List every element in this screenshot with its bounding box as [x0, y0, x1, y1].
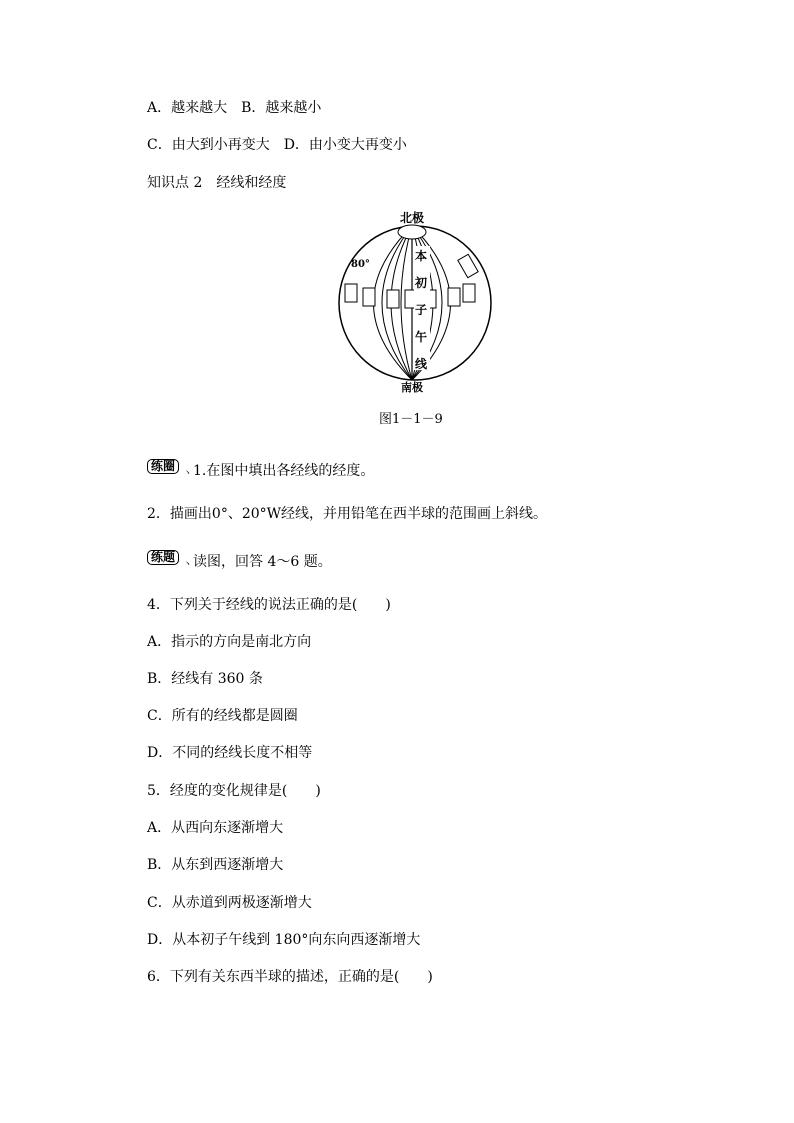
- svg-text:午: 午: [414, 330, 428, 344]
- south-pole-label: 南极: [401, 381, 423, 394]
- answer-box[interactable]: [387, 290, 399, 308]
- question-stem-5: 5．经度的变化规律是( ): [147, 783, 321, 799]
- question-option: A．从西向东逐渐增大: [147, 820, 284, 836]
- question-option: D．不同的经线长度不相等: [147, 745, 313, 761]
- option-row-ab: A．越来越大 B．越来越小: [147, 100, 322, 116]
- angle-label: 80°: [351, 259, 370, 270]
- figure-caption: 图1－1－9: [379, 412, 443, 427]
- prime-meridian-label: [414, 246, 430, 371]
- question-option: B．经线有 360 条: [147, 671, 263, 687]
- question-option: D．从本初子午线到 180°向东向西逐渐增大: [147, 932, 421, 948]
- north-pole-label: 北极: [399, 211, 425, 225]
- svg-text:初: 初: [414, 276, 428, 290]
- svg-text:本: 本: [414, 249, 428, 263]
- exercise-badge-2-wrap: [147, 549, 193, 570]
- question-stem-6: 6．下列有关东西半球的描述，正确的是( ): [147, 969, 433, 985]
- answer-box[interactable]: [458, 254, 478, 277]
- badge-tick-icon: 丶: [183, 469, 193, 479]
- answer-box[interactable]: [345, 284, 357, 302]
- question-option: A．指示的方向是南北方向: [147, 634, 312, 650]
- answer-box[interactable]: [363, 288, 375, 306]
- exercise-question-2: 2．描画出0°、20°W经线，并用铅笔在西半球的范围画上斜线。: [147, 506, 548, 522]
- badge-tick-icon: 丶: [183, 560, 193, 570]
- north-polar-cap: [398, 225, 426, 239]
- option-row-cd: C．由大到小再变大 D．由小变大再变小: [147, 137, 407, 153]
- exercise-question-1: 1.在图中填出各经线的经度。: [193, 463, 375, 479]
- exercise-badge: 练题: [147, 550, 179, 565]
- question-option: C．所有的经线都是圆圈: [147, 708, 298, 724]
- globe-figure: [330, 204, 500, 400]
- svg-text:子: 子: [414, 303, 428, 317]
- exercise-badge: 练圈: [147, 459, 179, 474]
- svg-text:线: 线: [414, 357, 428, 371]
- question-stem-4: 4．下列关于经线的说法正确的是( ): [147, 597, 391, 613]
- exercise-badge-1-wrap: [147, 458, 193, 479]
- question-option: C．从赤道到两极逐渐增大: [147, 895, 312, 911]
- exercise-intro: 读图，回答 4～6 题。: [193, 554, 332, 570]
- answer-box[interactable]: [463, 284, 475, 302]
- answer-box[interactable]: [448, 288, 460, 306]
- question-option: B．从东到西逐渐增大: [147, 857, 284, 873]
- section-heading: 知识点 2 经线和经度: [147, 175, 287, 191]
